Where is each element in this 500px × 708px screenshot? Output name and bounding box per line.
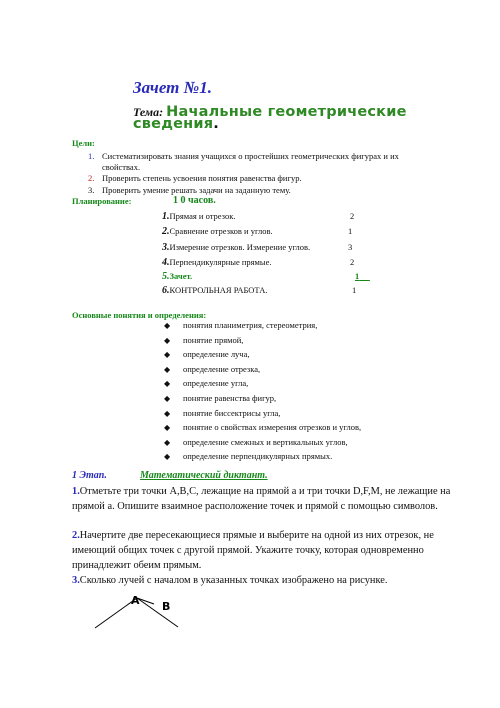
goals-header: Цели: bbox=[72, 138, 95, 148]
task-number: 1. bbox=[72, 486, 80, 497]
task-text: Сколько лучей с началом в указанных точках изображено на рисунке. bbox=[79, 575, 388, 586]
point-label-b: B bbox=[162, 600, 171, 613]
plan-number: 6. bbox=[162, 285, 170, 296]
document-title: Зачет №1. bbox=[133, 78, 212, 97]
plan-hours: 2 bbox=[350, 257, 355, 267]
plan-text: КОНТРОЛЬНАЯ РАБОТА. bbox=[169, 285, 268, 295]
diamond-bullet-icon: ◆ bbox=[164, 423, 171, 433]
diamond-bullet-icon: ◆ bbox=[164, 379, 171, 389]
point-label-a: A bbox=[131, 594, 140, 607]
planning-header: Планирование: bbox=[72, 196, 132, 206]
topic-text-line1: Начальные геометрические bbox=[166, 104, 407, 120]
goal-text: Проверить умение решать задачи на заданную тему. bbox=[102, 185, 291, 195]
task-text: Начертите две пересекающиеся прямые и выберите на одной из них отрезок, не имеющий общих точек с другой прямой. Укажите точку, которая одновременно принадлежит обеим прямым. bbox=[72, 530, 434, 571]
goal-text: Систематизировать знания учащихся о простейших геометрических фигурах и их bbox=[102, 151, 399, 161]
plan-hours: 2 bbox=[350, 211, 355, 221]
diamond-bullet-icon: ◆ bbox=[164, 350, 171, 360]
diamond-bullet-icon: ◆ bbox=[164, 393, 171, 403]
goal-text: Проверить степень усвоения понятия равенства фигур. bbox=[102, 173, 302, 183]
plan-text: Перпендикулярные прямые. bbox=[169, 257, 272, 267]
topic-text-line2: сведения bbox=[133, 116, 214, 132]
plan-hours: 1 bbox=[348, 226, 353, 236]
plan-number: 3. bbox=[162, 242, 170, 253]
goal-number: 2. bbox=[88, 173, 95, 183]
plan-hours: 1 bbox=[352, 285, 357, 295]
planning-hours: 1 0 часов. bbox=[173, 195, 216, 206]
diamond-bullet-icon: ◆ bbox=[164, 408, 171, 418]
task-number: 2. bbox=[72, 530, 80, 541]
plan-number: 2. bbox=[162, 226, 170, 237]
task-number: 3. bbox=[72, 575, 80, 586]
task-text: Отметьте три точки A,B,C, лежащие на прямой а и три точки D,F,M, не лежащие на прямой а. Опишите взаимное расположение точек и прямой с помощью символов. bbox=[72, 486, 451, 512]
topic-label: Тема: bbox=[133, 105, 164, 119]
diamond-bullet-icon: ◆ bbox=[164, 335, 171, 345]
plan-text: Прямая и отрезок. bbox=[169, 211, 236, 221]
plan-hours: 3 bbox=[348, 242, 353, 252]
diamond-bullet-icon: ◆ bbox=[164, 437, 171, 447]
diamond-bullet-icon: ◆ bbox=[164, 321, 171, 330]
plan-text: Измерение отрезков. Измерение углов. bbox=[169, 242, 311, 252]
plan-number: 4. bbox=[162, 257, 170, 268]
plan-text: Сравнение отрезков и углов. bbox=[169, 226, 273, 236]
ray-line bbox=[137, 598, 178, 627]
stage-label: 1 Этап. bbox=[72, 470, 107, 481]
goal-item-1-cont: свойствах. bbox=[102, 162, 141, 172]
stage-title: Математический диктант. bbox=[140, 470, 268, 481]
plan-text: Зачет. bbox=[169, 271, 193, 281]
goal-number: 3. bbox=[88, 185, 95, 195]
plan-number: 5. bbox=[162, 271, 170, 282]
diamond-bullet-icon: ◆ bbox=[164, 452, 171, 462]
goal-number: 1. bbox=[88, 151, 95, 161]
plan-hours: 1 bbox=[355, 271, 360, 281]
plan-number: 1. bbox=[162, 211, 170, 222]
ray-line bbox=[137, 598, 154, 604]
concepts-header: Основные понятия и определения: bbox=[72, 310, 207, 320]
diamond-bullet-icon: ◆ bbox=[164, 364, 171, 374]
topic-text-line2-row: сведения. bbox=[133, 116, 219, 132]
